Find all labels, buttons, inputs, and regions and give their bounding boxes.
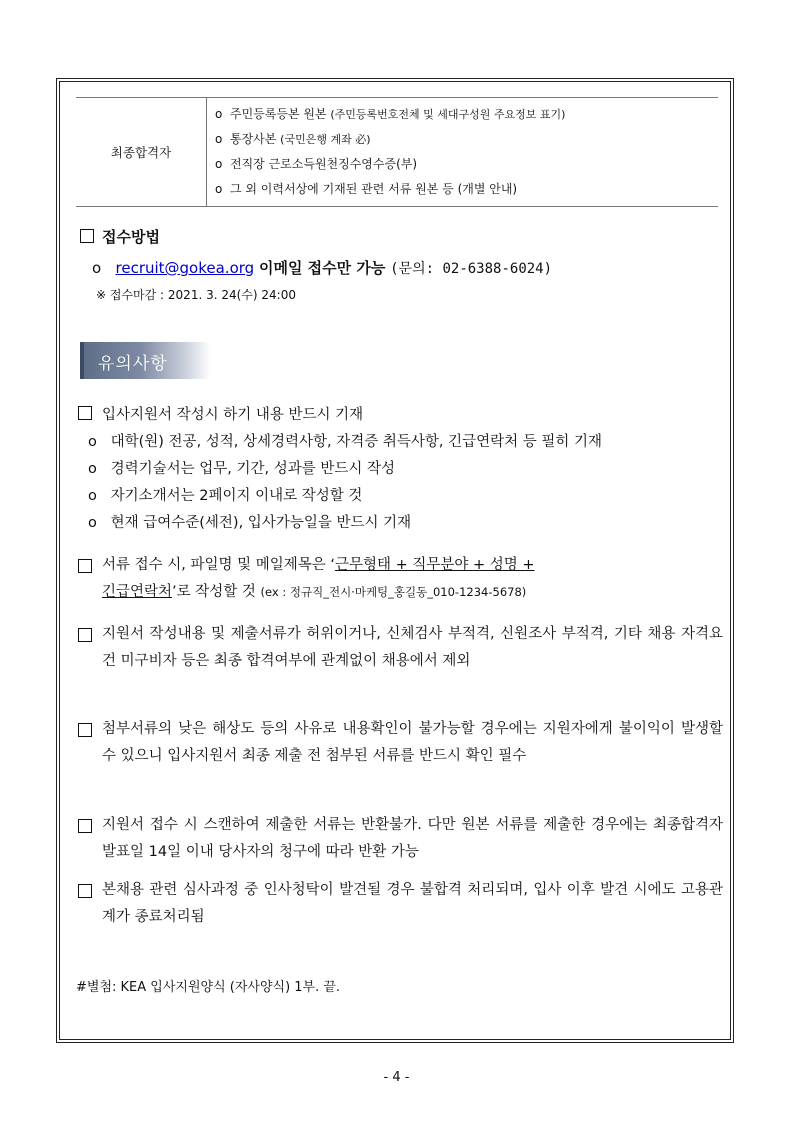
inquiry-phone: (문의: 02-6388-6024): [390, 261, 553, 277]
notice-6: 본채용 관련 심사과정 중 인사청탁이 발견될 경우 불합격 처리되며, 입사 이후 발견 시에도 고용관계가 종료처리됨: [78, 877, 723, 931]
checkbox-square-icon: [78, 559, 92, 573]
notice-4: 첨부서류의 낮은 해상도 등의 사유로 내용확인이 불가능할 경우에는 지원자에게 불이익이 발생할 수 있으니 입사지원서 최종 제출 전 첨부된 서류를 반드시 확인 필수: [78, 716, 723, 770]
notice-5: 지원서 접수 시 스캔하여 제출한 서류는 반환불가. 다만 원본 서류를 제출한 경우에는 최종합격자 발표일 14일 이내 당사자의 청구에 따라 반환 가능: [78, 812, 723, 866]
notice-2: 서류 접수 시, 파일명 및 메일제목은 ‘근무형태 + 직무분야 + 성명 + 긴급연락처’로 작성할 것 (ex : 정규직_전시·마케팅_홍길동_010-1234-5678): [78, 552, 723, 606]
notice-sub-item: o 현재 급여수준(세전), 입사가능일을 반드시 기재: [88, 515, 412, 531]
document-item: o 주민등록등본 원본 (주민등록번호전체 및 세대구성원 주요정보 표기): [215, 107, 566, 121]
notice-sub-item: o 경력기술서는 업무, 기간, 성과를 반드시 작성: [88, 461, 395, 477]
submission-method-heading: 접수방법: [80, 226, 160, 247]
checkbox-square-icon: [78, 723, 92, 737]
notice-3: 지원서 작성내용 및 제출서류가 허위이거나, 신체검사 부적격, 신원조사 부적격, 기타 채용 자격요건 미구비자 등은 최종 합격여부에 관계없이 채용에서 제외: [78, 621, 723, 675]
page-number: - 4 -: [383, 1070, 410, 1085]
final-applicant-label: 최종합격자: [76, 98, 207, 207]
checkbox-square-icon: [78, 406, 92, 420]
document-item: o 그 외 이력서상에 기재된 관련 서류 원본 등 (개별 안내): [215, 182, 518, 196]
document-list: [207, 98, 719, 207]
notice-sub-item: o 대학(원) 전공, 성적, 상세경력사항, 자격증 취득사항, 긴급연락처 등 필히 기재: [88, 434, 603, 450]
email-only-text: 이메일 접수만 가능: [258, 259, 386, 277]
checkbox-square-icon: [78, 628, 92, 642]
required-documents-table: [76, 97, 718, 207]
document-item: o 전직장 근로소득원천징수영수증(부): [215, 157, 418, 171]
submission-email-line: o recruit@gokea.org 이메일 접수만 가능 (문의: 02-6388-6024): [92, 259, 553, 277]
attachment-note: #별첨: KEA 입사지원양식 (자사양식) 1부. 끝.: [76, 980, 341, 995]
notes-banner: [80, 342, 210, 379]
checkbox-square-icon: [78, 884, 92, 898]
checkbox-square-icon: [78, 819, 92, 833]
checkbox-square-icon: [80, 229, 94, 243]
recruit-email-link[interactable]: recruit@gokea.org: [115, 259, 255, 277]
deadline-text: ※ 접수마감 : 2021. 3. 24(수) 24:00: [96, 288, 296, 302]
notes-banner-title: 유의사항: [98, 354, 168, 374]
notice-1: 입사지원서 작성시 하기 내용 반드시 기재 o 대학(원) 전공, 성적, 상세경력사항, 자격증 취득사항, 긴급연락처 등 필히 기재 o 경력기술서는 업무, 기간, 성과를 반드시 작성 o 자기소개서는 2페이지 이내로 작성할 것 o 현재 급여수준(세전), 입사가능일을 반드시 기재: [78, 402, 723, 537]
notice-sub-item: o 자기소개서는 2페이지 이내로 작성할 것: [88, 488, 363, 504]
document-item: o 통장사본 (국민은행 계좌 必): [215, 132, 371, 146]
